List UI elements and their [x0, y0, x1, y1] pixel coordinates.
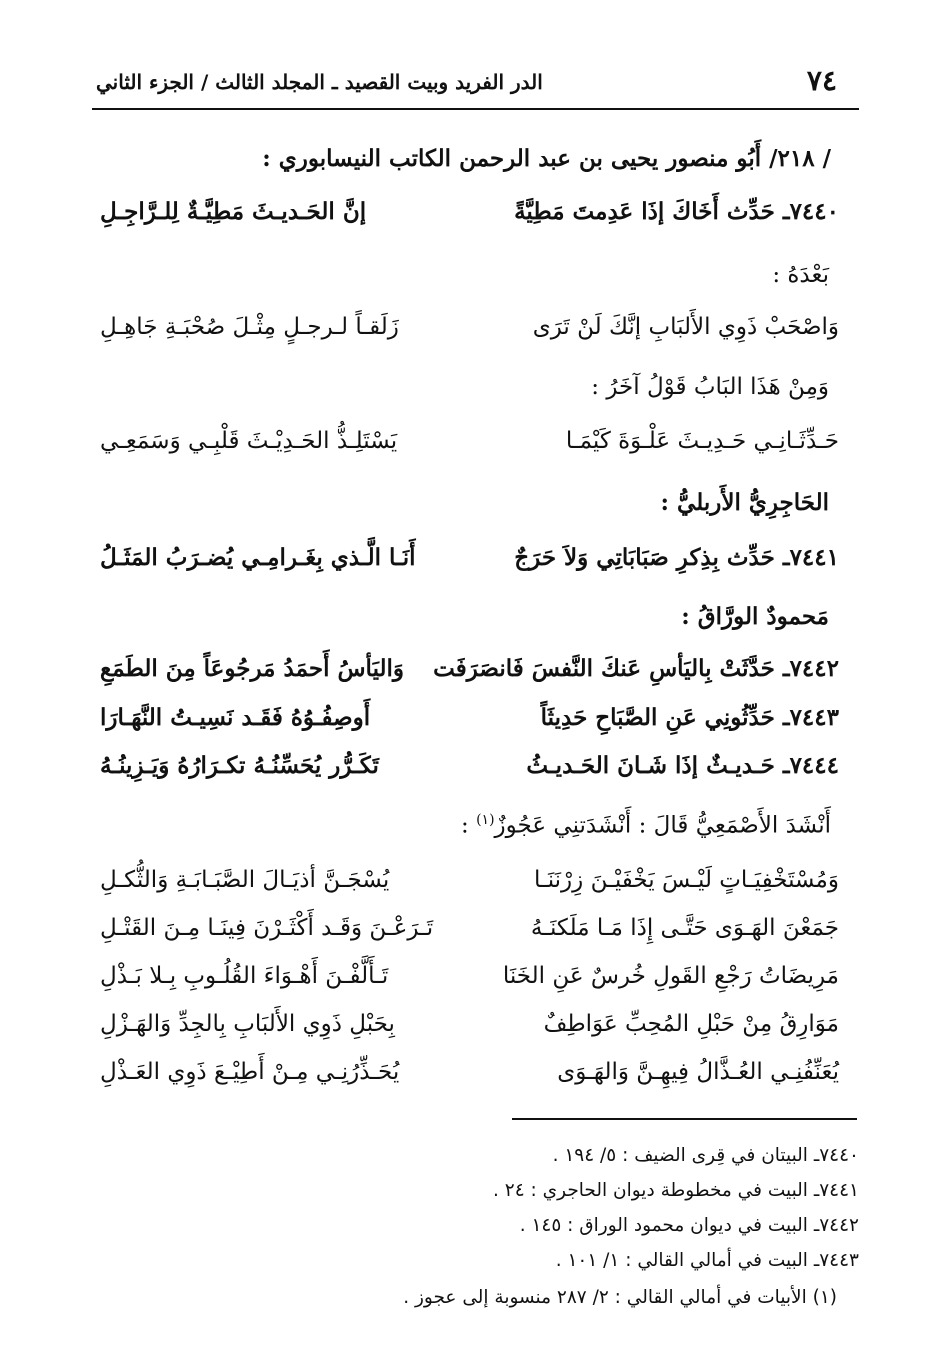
poem-verse [100, 1059, 839, 1103]
poem-verse [100, 867, 839, 911]
verse-other-poet [100, 428, 839, 472]
running-title: الدر الفريد وبيت القصيد ـ المجلد الثالث / الجزء الثاني [96, 70, 543, 94]
verse-first-hemistich: جَمَعْنَ الهَـوَى حَتَّـى إِذَا مَـا مَلَكنَـهُ [530, 915, 839, 941]
verse-second-hemistich: يَسْتَلِـذُّ الحَـدِيْـثَ قَلْبِـي وَسَمَعِـي [100, 428, 398, 454]
poem-verse [100, 915, 839, 959]
verse-7442 [100, 655, 839, 699]
verse-first-hemistich: وَاصْحَبْ ذَوِي الأَلبَابِ إنَّكَ لَنْ تَرَى [532, 314, 839, 340]
verse-first-hemistich: حَـدِّثَـانِـي حَـدِيـثَ عَلْـوَةَ كَيْمَـا [565, 428, 839, 454]
verse-first-hemistich: ٧٤٤٣ـ حَدِّثُونِي عَنِ الصَّبَاحِ حَدِيثَاً [540, 704, 839, 731]
poem-verse [100, 963, 839, 1007]
verse-first-hemistich: مَرِيضَاتُ رَجْعِ القَولِ خُرسٌ عَنِ الخَنَا [502, 963, 839, 989]
verse-first-hemistich: ٧٤٤٢ـ حَدَّثَتْ بِاليَأسِ عَنكَ النَّفسَ فَانصَرَفَت [433, 655, 839, 682]
verse-7440-b [100, 314, 839, 358]
poet-name-hajiri: الحَاجِرِيُّ الأَربليُّ : [660, 489, 829, 516]
same-chapter-label: وَمِنْ هَذَا البَابُ قَوْلُ آخَرُ : [591, 374, 829, 400]
verse-first-hemistich: يُعَنِّفُنِـي العُـذَّالُ فِيهِـنَّ وَالهَـوَى [557, 1059, 839, 1085]
verse-first-hemistich: وَمُسْتَخْفِيَـاتٍ لَيْـسَ يَخْفَيْـنَ زِرْنَنَـا [533, 867, 839, 893]
footnote-rule [512, 1118, 857, 1120]
poet-name-warraq: مَحمودٌ الورَّاقُ : [681, 603, 829, 630]
verse-second-hemistich: يُسْجَـنَّ أذيَـالَ الصَّبَـابَـةِ وَالثُّكـلِ [100, 867, 390, 893]
running-header [92, 64, 857, 104]
verse-second-hemistich: تَـرَعْـنَ وَقَـد أَكْثَـرْنَ فِينَـا مِـنَ القَتْـلِ [100, 915, 434, 941]
verse-second-hemistich: أَوصِفُـوُهُ فَقَـد نَسِيـتُ النَّهَـارَا [100, 704, 371, 731]
verse-second-hemistich: تَكَـرُّر يُحَسِّنُـهُ تكـرَارُهُ وَيَـزِينُـهُ [100, 752, 379, 779]
verse-second-hemistich: تَـأَلَّفْـنَ أَهْـوَاءَ القُلُـوبِ بِـلا بَـذْلِ [100, 963, 389, 989]
asmai-introduction [461, 812, 831, 839]
entry-heading: / ٢١٨/ أَبُو منصور يحيى بن عبد الرحمن الكاتب النيسابوري : [262, 145, 831, 172]
verse-first-hemistich: ٧٤٤١ـ حَدِّث بِذِكرِ صَبَابَاتِي وَلاَ حَرَجٌ [514, 544, 839, 571]
footnote-7440: ٧٤٤٠ـ البيتان في قِرى الضيف : ٥/ ١٩٤ . [552, 1145, 859, 1166]
page-number: ٧٤ [806, 64, 837, 97]
verse-second-hemistich: وَاليَأسُ أَحمَدُ مَرجُوعَاً مِنَ الطَمَعِ [100, 655, 405, 682]
verse-second-hemistich: أَنَـا الَّـذي بِغَـرامِـي يُضـرَبُ المَثَـلُ [100, 544, 416, 571]
footnote-1: (١) الأبيات في أمالي القالي : ٢/ ٢٨٧ منسوبة إلى عجوز . [403, 1287, 837, 1308]
verse-7441 [100, 544, 839, 588]
footnote-marker: (١) [476, 812, 495, 828]
header-rule [92, 108, 859, 110]
after-label: بَعْدَهُ : [772, 262, 829, 288]
asmai-colon: : [461, 812, 469, 839]
verse-second-hemistich: يُحَـذِّرُنِـي مِـنْ أَطِيْـعَ ذَوِي العَـذْلِ [100, 1059, 400, 1085]
verse-second-hemistich: زَلَقـاً لـرجـلٍ مِثْـلَ صُحْبَـةِ جَاهِـلِ [100, 314, 399, 340]
footnote-7443: ٧٤٤٣ـ البيت في أمالي القالي : ١/ ١٠١ . [555, 1250, 859, 1271]
verse-7440 [100, 198, 839, 242]
verse-7444 [100, 752, 839, 796]
footnote-7442: ٧٤٤٢ـ البيت في ديوان محمود الوراق : ١٤٥ . [519, 1215, 859, 1236]
verse-first-hemistich: ٧٤٤٤ـ حَـديـثٌ إذَا شَـانَ الحَـديـثُ [526, 752, 839, 779]
verse-second-hemistich: إنَّ الحَـديـثَ مَطِيَّـةٌ لِلـرَّاجِـلِ [100, 198, 367, 225]
verse-first-hemistich: مَوَارِقُ مِنْ حَبْلِ المُحِبِّ عَوَاطِفٌ [543, 1011, 839, 1037]
poem-verse [100, 1011, 839, 1055]
verse-second-hemistich: بِحَبْلِ ذَوِي الأَلبَابِ بِالجِدِّ وَالهَـزْلِ [100, 1011, 395, 1037]
verse-7443 [100, 704, 839, 748]
verse-first-hemistich: ٧٤٤٠ـ حَدِّث أَخَاكَ إذَا عَدِمتَ مَطِيَّةً [514, 198, 839, 225]
asmai-intro-text: أَنْشَدَ الأَصْمَعِيُّ قَالَ : أَنْشَدَتنِي عَجُوزٌ [494, 812, 831, 839]
footnote-7441: ٧٤٤١ـ البيت في مخطوطة ديوان الحاجري : ٢٤ . [493, 1180, 859, 1201]
